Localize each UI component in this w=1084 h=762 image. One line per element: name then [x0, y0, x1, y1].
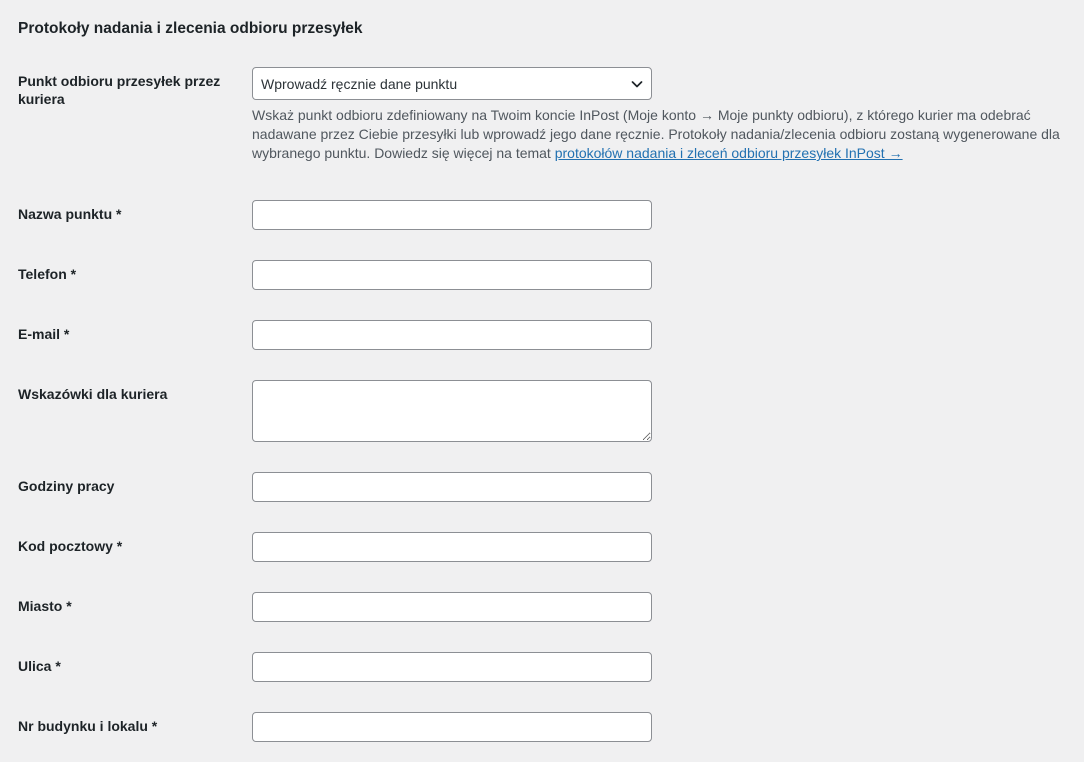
email-label: E-mail * [18, 326, 70, 342]
pickup-point-label: Punkt odbioru przesyłek przez kuriera [18, 73, 221, 107]
courier-notes-label: Wskazówki dla kuriera [18, 386, 168, 402]
pickup-point-selected-value: Wprowadź ręcznie dane punktu [261, 75, 458, 92]
street-input[interactable] [252, 652, 652, 682]
working-hours-input[interactable] [252, 472, 652, 502]
chevron-down-icon [630, 77, 644, 91]
building-number-label: Nr budynku i lokalu * [18, 718, 158, 734]
street-label: Ulica * [18, 658, 61, 674]
pickup-point-select[interactable] [252, 67, 652, 100]
phone-input[interactable] [252, 260, 652, 290]
pickup-protocols-info-link[interactable]: protokołów nadania i zleceń odbioru przesyłek InPost → [554, 145, 903, 161]
email-input[interactable] [252, 320, 652, 350]
postal-code-input[interactable] [252, 532, 652, 562]
section-title: Protokoły nadania i zlecenia odbioru przesyłek [18, 20, 363, 37]
postal-code-label: Kod pocztowy * [18, 538, 123, 554]
point-name-input[interactable] [252, 200, 652, 230]
city-input[interactable] [252, 592, 652, 622]
courier-notes-textarea[interactable] [252, 380, 652, 442]
city-label: Miasto * [18, 598, 72, 614]
pickup-point-description [252, 106, 1072, 163]
point-name-label: Nazwa punktu * [18, 206, 122, 222]
working-hours-label: Godziny pracy [18, 478, 115, 494]
pickup-point-help-text: Wskaż punkt odbioru zdefiniowany na Twoim koncie InPost (Moje konto → Moje punkty odbioru), z którego kurier ma odebrać nadawane przez Ciebie przesyłki lub wprowadź jego dane ręcznie. Protokoły nadania/zlecenia odbioru zostaną wygenerowane dla wybranego punktu. Dowiedz się więcej na temat [252, 107, 1060, 161]
phone-label: Telefon * [18, 266, 77, 282]
building-number-input[interactable] [252, 712, 652, 742]
